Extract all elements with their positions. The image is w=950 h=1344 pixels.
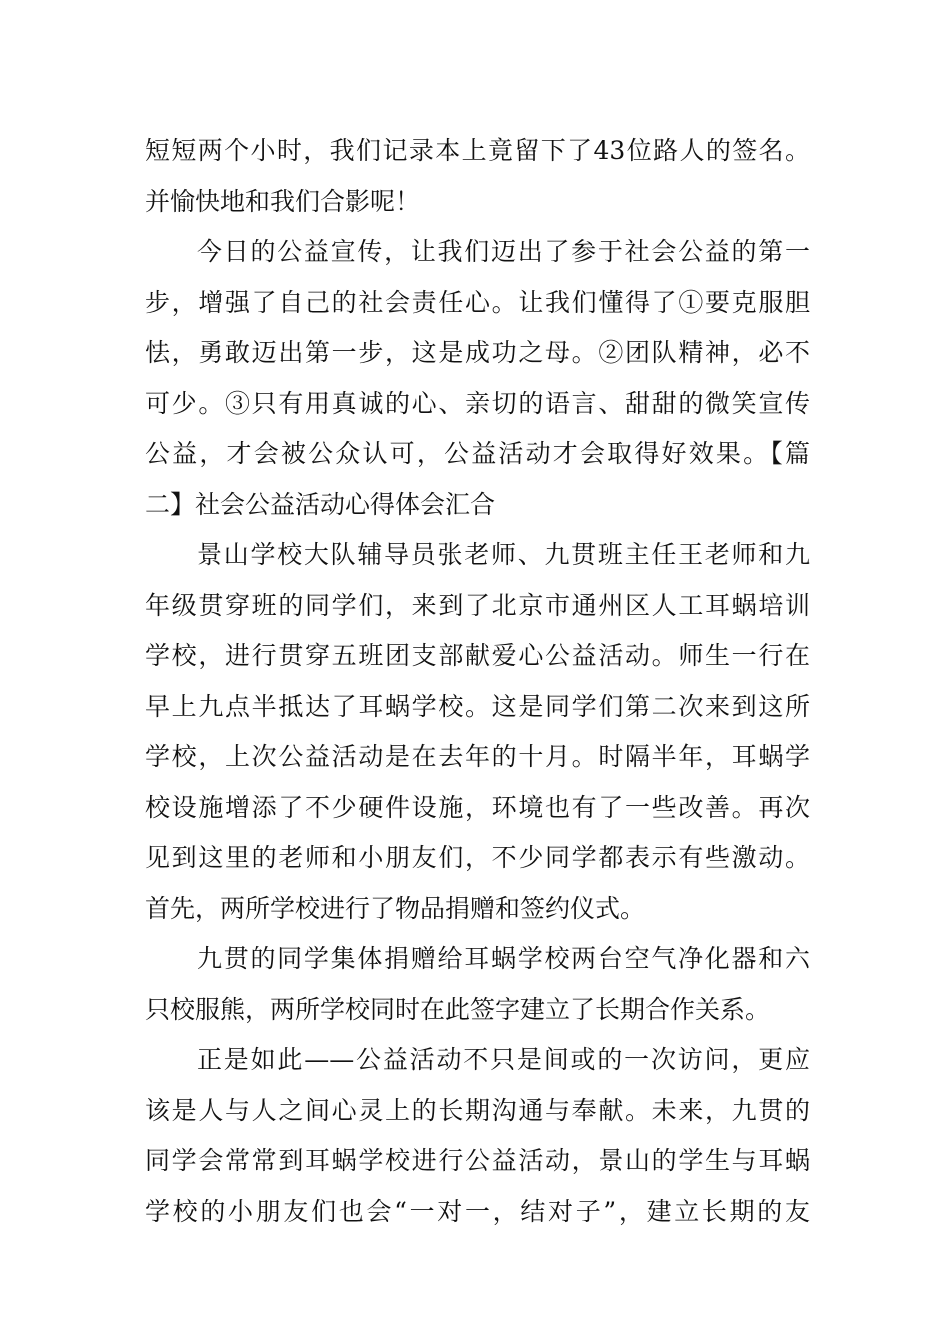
text-line: 年级贯穿班的同学们，来到了北京市通州区人工耳蜗培训: [145, 590, 810, 620]
paragraph-first-line: 正是如此——公益活动不只是间或的一次访问，更应: [197, 1045, 810, 1074]
text-line: 短短两个小时，我们记录本上竟留下了43位路人的签名。: [145, 136, 810, 165]
text-line: 早上九点半抵达了耳蜗学校。这是同学们第二次来到这所: [145, 691, 810, 721]
text-line: 怯，勇敢迈出第一步，这是成功之母。②团队精神，必不: [145, 338, 810, 367]
text-line: 步，增强了自己的社会责任心。让我们懂得了①要克服胆: [145, 287, 810, 317]
paragraph-first-line: 九贯的同学集体捐赠给耳蜗学校两台空气净化器和六: [197, 944, 810, 973]
text-line: 同学会常常到耳蜗学校进行公益活动，景山的学生与耳蜗: [145, 1146, 810, 1175]
text-line: 公益，才会被公众认可，公益活动才会取得好效果。【篇: [145, 439, 810, 468]
text-line: 首先，两所学校进行了物品捐赠和签约仪式。: [145, 893, 646, 923]
document-body: [145, 126, 810, 1237]
text-line: 学校的小朋友们也会“一对一，结对子”，建立长期的友: [145, 1196, 810, 1226]
text-line: 只校服熊，两所学校同时在此签字建立了长期合作关系。: [145, 994, 771, 1024]
text-line: 学校，上次公益活动是在去年的十月。时隔半年，耳蜗学: [145, 742, 810, 771]
text-line: 校设施增添了不少硬件设施，环境也有了一些改善。再次: [145, 792, 810, 822]
text-line: 可少。③只有用真诚的心、亲切的语言、甜甜的微笑宣传: [145, 388, 810, 418]
text-line: 该是人与人之间心灵上的长期沟通与奉献。未来，九贯的: [145, 1095, 810, 1125]
paragraph-first-line: 今日的公益宣传，让我们迈出了参于社会公益的第一: [197, 237, 810, 266]
text-line: 并愉快地和我们合影呢！: [145, 186, 421, 216]
text-line: 见到这里的老师和小朋友们，不少同学都表示有些激动。: [145, 843, 810, 872]
section-heading-line: 二】社会公益活动心得体会汇合: [145, 489, 496, 519]
paragraph-first-line: 景山学校大队辅导员张老师、九贯班主任王老师和九: [197, 540, 810, 569]
text-line: 学校，进行贯穿五班团支部献爱心公益活动。师生一行在: [145, 641, 810, 670]
